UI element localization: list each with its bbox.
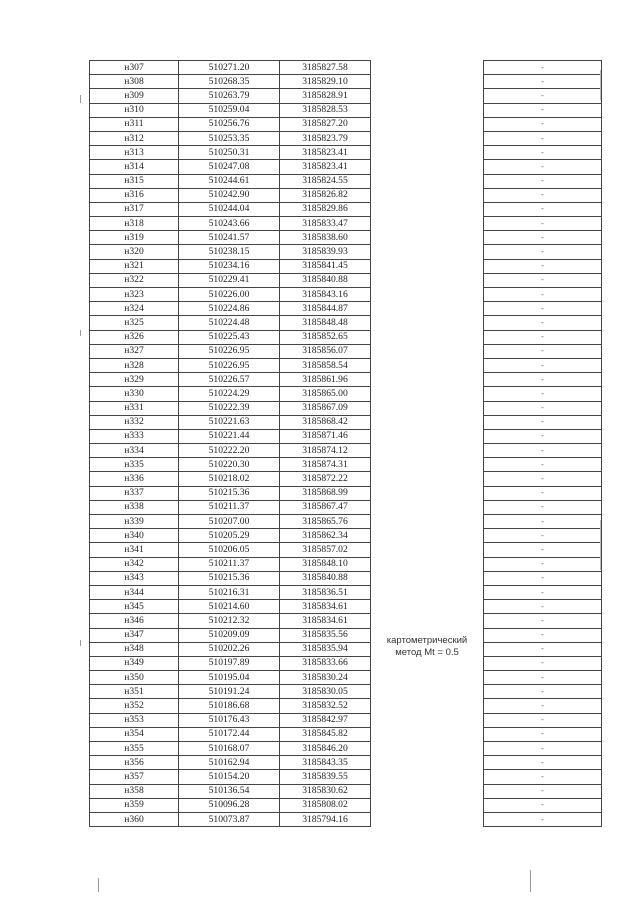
x-coordinate-cell: 510247.08 (179, 160, 280, 174)
y-coordinate-cell: 3185828.53 (280, 103, 371, 117)
mark-cell: - (484, 756, 602, 770)
table-row (90, 61, 602, 75)
point-id-cell: н319 (90, 231, 179, 245)
y-coordinate-cell: 3185823.79 (280, 131, 371, 145)
mark-cell: - (484, 75, 602, 89)
mark-cell: - (484, 571, 602, 585)
x-coordinate-cell: 510226.95 (179, 358, 280, 372)
point-id-cell: н359 (90, 798, 179, 812)
x-coordinate-cell: 510250.31 (179, 146, 280, 160)
mark-cell: - (484, 671, 602, 685)
y-coordinate-cell: 3185867.09 (280, 401, 371, 415)
x-coordinate-cell: 510242.90 (179, 188, 280, 202)
y-coordinate-cell: 3185823.41 (280, 160, 371, 174)
y-coordinate-cell: 3185838.60 (280, 231, 371, 245)
mark-cell: - (484, 500, 602, 514)
mark-cell: - (484, 600, 602, 614)
y-coordinate-cell: 3185830.24 (280, 671, 371, 685)
x-coordinate-cell: 510211.37 (179, 500, 280, 514)
mark-cell: - (484, 486, 602, 500)
mark-cell: - (484, 61, 602, 75)
y-coordinate-cell: 3185858.54 (280, 358, 371, 372)
mark-cell: - (484, 344, 602, 358)
y-coordinate-cell: 3185830.62 (280, 784, 371, 798)
y-coordinate-cell: 3185823.41 (280, 146, 371, 160)
point-id-cell: н349 (90, 656, 179, 670)
y-coordinate-cell: 3185830.05 (280, 685, 371, 699)
mark-cell: - (484, 543, 602, 557)
table-row (90, 174, 602, 188)
mark-cell: - (484, 472, 602, 486)
y-coordinate-cell: 3185827.58 (280, 61, 371, 75)
scan-mark (80, 95, 81, 103)
mark-cell: - (484, 316, 602, 330)
table-row (90, 515, 602, 529)
y-coordinate-cell: 3185852.65 (280, 330, 371, 344)
table-row (90, 444, 602, 458)
y-coordinate-cell: 3185867.47 (280, 500, 371, 514)
point-id-cell: н325 (90, 316, 179, 330)
table-row (90, 373, 602, 387)
mark-cell: - (484, 259, 602, 273)
mark-cell: - (484, 699, 602, 713)
table-row (90, 756, 602, 770)
point-id-cell: н313 (90, 146, 179, 160)
scan-mark (80, 640, 81, 646)
table-row (90, 472, 602, 486)
x-coordinate-cell: 510215.36 (179, 571, 280, 585)
table-row (90, 103, 602, 117)
x-coordinate-cell: 510226.57 (179, 373, 280, 387)
table-row (90, 798, 602, 812)
point-id-cell: н324 (90, 302, 179, 316)
y-coordinate-cell: 3185842.97 (280, 713, 371, 727)
method-label-line1: картометрический (386, 634, 468, 646)
table-row (90, 273, 602, 287)
table-row (90, 146, 602, 160)
table-row (90, 713, 602, 727)
point-id-cell: н341 (90, 543, 179, 557)
point-id-cell: н346 (90, 614, 179, 628)
point-id-cell: н321 (90, 259, 179, 273)
x-coordinate-cell: 510172.44 (179, 727, 280, 741)
x-coordinate-cell: 510238.15 (179, 245, 280, 259)
y-coordinate-cell: 3185840.88 (280, 571, 371, 585)
table-row (90, 288, 602, 302)
x-coordinate-cell: 510207.00 (179, 515, 280, 529)
mark-cell: - (484, 330, 602, 344)
coordinates-table (89, 60, 602, 827)
point-id-cell: н314 (90, 160, 179, 174)
x-coordinate-cell: 510215.36 (179, 486, 280, 500)
mark-cell: - (484, 642, 602, 656)
table-row (90, 642, 602, 656)
mark-cell: - (484, 458, 602, 472)
x-coordinate-cell: 510222.39 (179, 401, 280, 415)
x-coordinate-cell: 510221.44 (179, 429, 280, 443)
mark-cell: - (484, 415, 602, 429)
point-id-cell: н345 (90, 600, 179, 614)
mark-cell: - (484, 557, 602, 571)
table-row (90, 415, 602, 429)
point-id-cell: н316 (90, 188, 179, 202)
y-coordinate-cell: 3185839.93 (280, 245, 371, 259)
point-id-cell: н328 (90, 358, 179, 372)
y-coordinate-cell: 3185848.10 (280, 557, 371, 571)
point-id-cell: н327 (90, 344, 179, 358)
x-coordinate-cell: 510226.95 (179, 344, 280, 358)
table-row (90, 217, 602, 231)
point-id-cell: н331 (90, 401, 179, 415)
y-coordinate-cell: 3185834.61 (280, 600, 371, 614)
point-id-cell: н337 (90, 486, 179, 500)
y-coordinate-cell: 3185865.00 (280, 387, 371, 401)
x-coordinate-cell: 510221.63 (179, 415, 280, 429)
method-label-line2: метод Mt = 0.5 (395, 646, 459, 658)
y-coordinate-cell: 3185833.66 (280, 656, 371, 670)
mark-cell: - (484, 444, 602, 458)
y-coordinate-cell: 3185836.51 (280, 585, 371, 599)
table-row (90, 401, 602, 415)
x-coordinate-cell: 510220.30 (179, 458, 280, 472)
mark-cell: - (484, 358, 602, 372)
x-coordinate-cell: 510073.87 (179, 812, 280, 826)
x-coordinate-cell: 510271.20 (179, 61, 280, 75)
x-coordinate-cell: 510243.66 (179, 217, 280, 231)
x-coordinate-cell: 510268.35 (179, 75, 280, 89)
table-row (90, 784, 602, 798)
point-id-cell: н352 (90, 699, 179, 713)
y-coordinate-cell: 3185835.94 (280, 642, 371, 656)
y-coordinate-cell: 3185829.86 (280, 202, 371, 216)
point-id-cell: н322 (90, 273, 179, 287)
mark-cell: - (484, 160, 602, 174)
mark-cell: - (484, 529, 602, 543)
x-coordinate-cell: 510241.57 (179, 231, 280, 245)
x-coordinate-cell: 510096.28 (179, 798, 280, 812)
point-id-cell: н357 (90, 770, 179, 784)
table-row (90, 614, 602, 628)
point-id-cell: н338 (90, 500, 179, 514)
mark-cell: - (484, 174, 602, 188)
point-id-cell: н347 (90, 628, 179, 642)
y-coordinate-cell: 3185827.20 (280, 117, 371, 131)
x-coordinate-cell: 510186.68 (179, 699, 280, 713)
x-coordinate-cell: 510224.29 (179, 387, 280, 401)
point-id-cell: н356 (90, 756, 179, 770)
x-coordinate-cell: 510197.89 (179, 656, 280, 670)
x-coordinate-cell: 510224.48 (179, 316, 280, 330)
x-coordinate-cell: 510205.29 (179, 529, 280, 543)
y-coordinate-cell: 3185840.88 (280, 273, 371, 287)
y-coordinate-cell: 3185862.34 (280, 529, 371, 543)
y-coordinate-cell: 3185874.12 (280, 444, 371, 458)
y-coordinate-cell: 3185861.96 (280, 373, 371, 387)
scan-mark (600, 70, 601, 100)
y-coordinate-cell: 3185872.22 (280, 472, 371, 486)
table-row (90, 656, 602, 670)
point-id-cell: н311 (90, 117, 179, 131)
x-coordinate-cell: 510253.35 (179, 131, 280, 145)
point-id-cell: н336 (90, 472, 179, 486)
y-coordinate-cell: 3185845.82 (280, 727, 371, 741)
table-row (90, 75, 602, 89)
point-id-cell: н335 (90, 458, 179, 472)
x-coordinate-cell: 510206.05 (179, 543, 280, 557)
mark-cell: - (484, 770, 602, 784)
mark-cell: - (484, 202, 602, 216)
mark-cell: - (484, 628, 602, 642)
x-coordinate-cell: 510214.60 (179, 600, 280, 614)
mark-cell: - (484, 146, 602, 160)
point-id-cell: н339 (90, 515, 179, 529)
x-coordinate-cell: 510263.79 (179, 89, 280, 103)
point-id-cell: н343 (90, 571, 179, 585)
x-coordinate-cell: 510176.43 (179, 713, 280, 727)
point-id-cell: н351 (90, 685, 179, 699)
point-id-cell: н342 (90, 557, 179, 571)
table-row (90, 557, 602, 571)
point-id-cell: н329 (90, 373, 179, 387)
mark-cell: - (484, 798, 602, 812)
x-coordinate-cell: 510244.61 (179, 174, 280, 188)
y-coordinate-cell: 3185794.16 (280, 812, 371, 826)
y-coordinate-cell: 3185871.46 (280, 429, 371, 443)
y-coordinate-cell: 3185826.82 (280, 188, 371, 202)
x-coordinate-cell: 510244.04 (179, 202, 280, 216)
table-row (90, 89, 602, 103)
y-coordinate-cell: 3185843.16 (280, 288, 371, 302)
table-row (90, 259, 602, 273)
mark-cell: - (484, 727, 602, 741)
table-body (90, 61, 602, 827)
table-row (90, 543, 602, 557)
table-row (90, 245, 602, 259)
mark-cell: - (484, 784, 602, 798)
x-coordinate-cell: 510229.41 (179, 273, 280, 287)
y-coordinate-cell: 3185824.55 (280, 174, 371, 188)
mark-cell: - (484, 685, 602, 699)
mark-cell: - (484, 713, 602, 727)
point-id-cell: н323 (90, 288, 179, 302)
x-coordinate-cell: 510234.16 (179, 259, 280, 273)
table-row (90, 429, 602, 443)
table-row (90, 231, 602, 245)
x-coordinate-cell: 510216.31 (179, 585, 280, 599)
point-id-cell: н360 (90, 812, 179, 826)
x-coordinate-cell: 510211.37 (179, 557, 280, 571)
point-id-cell: н348 (90, 642, 179, 656)
point-id-cell: н315 (90, 174, 179, 188)
x-coordinate-cell: 510259.04 (179, 103, 280, 117)
mark-cell: - (484, 429, 602, 443)
table-row (90, 671, 602, 685)
mark-cell: - (484, 231, 602, 245)
mark-cell: - (484, 387, 602, 401)
y-coordinate-cell: 3185808.02 (280, 798, 371, 812)
x-coordinate-cell: 510256.76 (179, 117, 280, 131)
table-row (90, 458, 602, 472)
point-id-cell: н320 (90, 245, 179, 259)
scan-mark (600, 520, 601, 570)
y-coordinate-cell: 3185848.48 (280, 316, 371, 330)
point-id-cell: н312 (90, 131, 179, 145)
mark-cell: - (484, 812, 602, 826)
mark-cell: - (484, 373, 602, 387)
x-coordinate-cell: 510195.04 (179, 671, 280, 685)
y-coordinate-cell: 3185833.47 (280, 217, 371, 231)
point-id-cell: н326 (90, 330, 179, 344)
mark-cell: - (484, 131, 602, 145)
mark-cell: - (484, 103, 602, 117)
x-coordinate-cell: 510224.86 (179, 302, 280, 316)
y-coordinate-cell: 3185844.87 (280, 302, 371, 316)
point-id-cell: н310 (90, 103, 179, 117)
mark-cell: - (484, 614, 602, 628)
table-row (90, 600, 602, 614)
point-id-cell: н353 (90, 713, 179, 727)
x-coordinate-cell: 510209.09 (179, 628, 280, 642)
point-id-cell: н354 (90, 727, 179, 741)
x-coordinate-cell: 510226.00 (179, 288, 280, 302)
x-coordinate-cell: 510202.26 (179, 642, 280, 656)
table-row (90, 742, 602, 756)
mark-cell: - (484, 656, 602, 670)
point-id-cell: н358 (90, 784, 179, 798)
table-row (90, 770, 602, 784)
y-coordinate-cell: 3185856.07 (280, 344, 371, 358)
table-row (90, 685, 602, 699)
y-coordinate-cell: 3185868.99 (280, 486, 371, 500)
table-row (90, 302, 602, 316)
x-coordinate-cell: 510168.07 (179, 742, 280, 756)
table-row (90, 358, 602, 372)
x-coordinate-cell: 510212.32 (179, 614, 280, 628)
table-row (90, 699, 602, 713)
table-row (90, 316, 602, 330)
mark-cell: - (484, 302, 602, 316)
scan-mark (98, 878, 99, 892)
point-id-cell: н340 (90, 529, 179, 543)
mark-cell: - (484, 401, 602, 415)
x-coordinate-cell: 510162.94 (179, 756, 280, 770)
mark-cell: - (484, 515, 602, 529)
table-row (90, 330, 602, 344)
mark-cell: - (484, 273, 602, 287)
table-row (90, 486, 602, 500)
table-row (90, 188, 602, 202)
y-coordinate-cell: 3185857.02 (280, 543, 371, 557)
mark-cell: - (484, 245, 602, 259)
table-row (90, 812, 602, 826)
point-id-cell: н330 (90, 387, 179, 401)
table-row (90, 529, 602, 543)
y-coordinate-cell: 3185846.20 (280, 742, 371, 756)
point-id-cell: н344 (90, 585, 179, 599)
mark-cell: - (484, 288, 602, 302)
point-id-cell: н308 (90, 75, 179, 89)
point-id-cell: н307 (90, 61, 179, 75)
method-cell (371, 61, 484, 827)
point-id-cell: н334 (90, 444, 179, 458)
table-row (90, 387, 602, 401)
y-coordinate-cell: 3185874.31 (280, 458, 371, 472)
x-coordinate-cell: 510136.54 (179, 784, 280, 798)
x-coordinate-cell: 510154.20 (179, 770, 280, 784)
y-coordinate-cell: 3185835.56 (280, 628, 371, 642)
table-row (90, 202, 602, 216)
point-id-cell: н332 (90, 415, 179, 429)
scan-mark (530, 870, 531, 892)
mark-cell: - (484, 217, 602, 231)
table-row (90, 727, 602, 741)
y-coordinate-cell: 3185841.45 (280, 259, 371, 273)
point-id-cell: н309 (90, 89, 179, 103)
point-id-cell: н333 (90, 429, 179, 443)
table-row (90, 344, 602, 358)
y-coordinate-cell: 3185843.35 (280, 756, 371, 770)
x-coordinate-cell: 510218.02 (179, 472, 280, 486)
scan-mark (80, 330, 81, 336)
table-row (90, 131, 602, 145)
x-coordinate-cell: 510225.43 (179, 330, 280, 344)
mark-cell: - (484, 585, 602, 599)
y-coordinate-cell: 3185865.76 (280, 515, 371, 529)
y-coordinate-cell: 3185834.61 (280, 614, 371, 628)
mark-cell: - (484, 742, 602, 756)
point-id-cell: н318 (90, 217, 179, 231)
mark-cell: - (484, 89, 602, 103)
table-row (90, 571, 602, 585)
table-row (90, 628, 602, 642)
y-coordinate-cell: 3185828.91 (280, 89, 371, 103)
x-coordinate-cell: 510191.24 (179, 685, 280, 699)
table-row (90, 117, 602, 131)
point-id-cell: н317 (90, 202, 179, 216)
table-row (90, 160, 602, 174)
mark-cell: - (484, 117, 602, 131)
y-coordinate-cell: 3185832.52 (280, 699, 371, 713)
table-row (90, 500, 602, 514)
point-id-cell: н355 (90, 742, 179, 756)
x-coordinate-cell: 510222.20 (179, 444, 280, 458)
point-id-cell: н350 (90, 671, 179, 685)
mark-cell: - (484, 188, 602, 202)
y-coordinate-cell: 3185839.55 (280, 770, 371, 784)
y-coordinate-cell: 3185868.42 (280, 415, 371, 429)
table-row (90, 585, 602, 599)
y-coordinate-cell: 3185829.10 (280, 75, 371, 89)
